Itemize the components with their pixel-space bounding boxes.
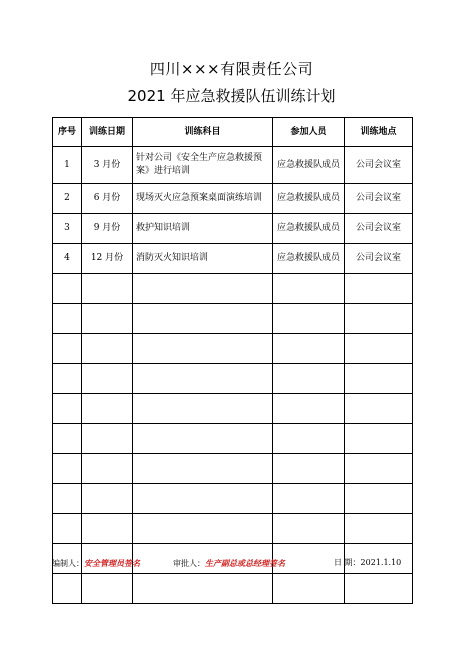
- cell-subject: 消防灭火知识培训: [133, 244, 273, 274]
- cell-date: 3 月份: [82, 147, 133, 184]
- table-row: [53, 184, 413, 214]
- table-header-row: [53, 118, 413, 147]
- empty-row: [53, 364, 413, 394]
- table-row: [53, 244, 413, 274]
- empty-row: [53, 514, 413, 544]
- table-row: [53, 147, 413, 184]
- empty-row: [53, 484, 413, 514]
- cell-participants: 应急救援队成员: [273, 244, 345, 274]
- header-no: 序号: [53, 118, 82, 147]
- cell-date: 6 月份: [82, 184, 133, 214]
- company-name: 四川×××有限责任公司: [149, 60, 314, 78]
- approved-by: [173, 558, 285, 569]
- cell-location: 公司会议室: [345, 214, 413, 244]
- header-participants: 参加人员: [273, 118, 345, 147]
- plan-date: [334, 558, 401, 568]
- cell-subject: 现场灭火应急预案桌面演练培训: [133, 184, 273, 214]
- empty-row: [53, 334, 413, 364]
- cell-no: 4: [53, 244, 82, 274]
- empty-row: [53, 424, 413, 454]
- empty-row: [53, 274, 413, 304]
- cell-location: 公司会议室: [345, 147, 413, 184]
- table-row: [53, 214, 413, 244]
- empty-row: [53, 454, 413, 484]
- cell-participants: 应急救援队成员: [273, 184, 345, 214]
- cell-participants: 应急救援队成员: [273, 147, 345, 184]
- approved-signature: 生产副总或总经理签名: [205, 558, 285, 568]
- cell-no: 3: [53, 214, 82, 244]
- empty-row: [53, 394, 413, 424]
- prepared-label: 编制人：: [52, 559, 84, 568]
- cell-subject: 针对公司《安全生产应急救援预案》进行培训: [133, 147, 273, 184]
- header-subject: 训练科目: [133, 118, 273, 147]
- date-value: 2021.1.10: [360, 558, 402, 567]
- training-plan-table: [52, 117, 413, 604]
- cell-subject: 救护知识培训: [133, 214, 273, 244]
- empty-row: [53, 304, 413, 334]
- empty-row: [53, 574, 413, 604]
- cell-no: 1: [53, 147, 82, 184]
- prepared-by: [52, 558, 140, 569]
- cell-location: 公司会议室: [345, 244, 413, 274]
- approved-label: 审批人：: [173, 559, 205, 568]
- header-date: 训练日期: [82, 118, 133, 147]
- plan-title: 2021 年应急救援队伍训练计划: [127, 87, 336, 105]
- cell-no: 2: [53, 184, 82, 214]
- cell-location: 公司会议室: [345, 184, 413, 214]
- header-location: 训练地点: [345, 118, 413, 147]
- date-label: 日 期：: [334, 558, 361, 567]
- prepared-signature: 安全管理员签名: [84, 558, 140, 568]
- cell-participants: 应急救援队成员: [273, 214, 345, 244]
- cell-date: 12 月份: [82, 244, 133, 274]
- cell-date: 9 月份: [82, 214, 133, 244]
